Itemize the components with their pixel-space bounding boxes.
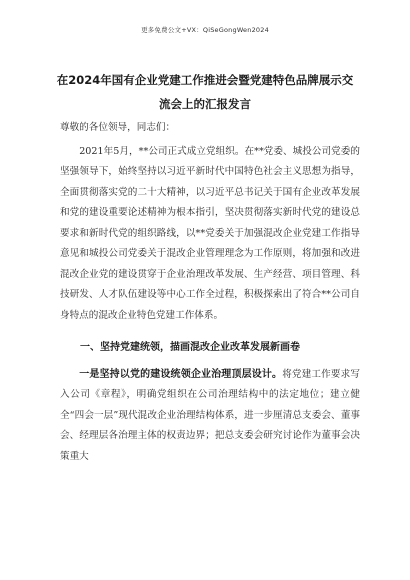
- salutation: 尊敬的各位领导，同志们：: [60, 122, 176, 133]
- title-line-2: 流会上的汇报发言: [159, 97, 251, 111]
- paragraph-1: 2021年5月，**公司正式成立党组织。在**党委、城投公司党委的坚强领导下，始终坚持以习近平新时代中国特色社会主义思想为指导，全面贯彻落实党的二十大精神，以习近平总书记关于国有企业改革发展和党的建设重要论述精神为根本指引，坚决贯彻落实新时代党的建设总要求和新时代党的组织路线，以**党委关于加强混改企业党建工作指导意见和城投公司党委关于混改企业管理理念为工作原则，将加强和改进混改企业党的建设贯穿于企业治理改革发展、生产经营、项目管理、科技研发、人才队伍建设等中心工作全过程，积极探索出了符合**公司自身特点的混改企业特色党建工作体系。: [60, 145, 360, 321]
- paragraph-2-text: 将党建工作要求写入公司《章程》，明确党组织在公司治理结构中的法定地位；建立健全“四会一层”现代混改企业治理结构体系，进一步厘清总支委会、董事会、经理层各治理主体的权责边界；把总支委会研究讨论作为董事会决策重大: [60, 368, 361, 462]
- title-line-1: 在2024年国有企业党建工作推进会暨党建特色品牌展示交: [56, 73, 354, 87]
- document-title: [46, 68, 364, 116]
- subheading-lead: 一是坚持以党的建设统领企业治理顶层设计。: [79, 368, 283, 380]
- document-body: [60, 118, 360, 467]
- paragraph-2: [60, 365, 360, 468]
- section-heading-1: 一、坚持党建统领，描画混改企业改革发展新画卷: [80, 342, 300, 353]
- header-note: 更多免费公文+VX：QiSeGongWen2024: [141, 26, 269, 34]
